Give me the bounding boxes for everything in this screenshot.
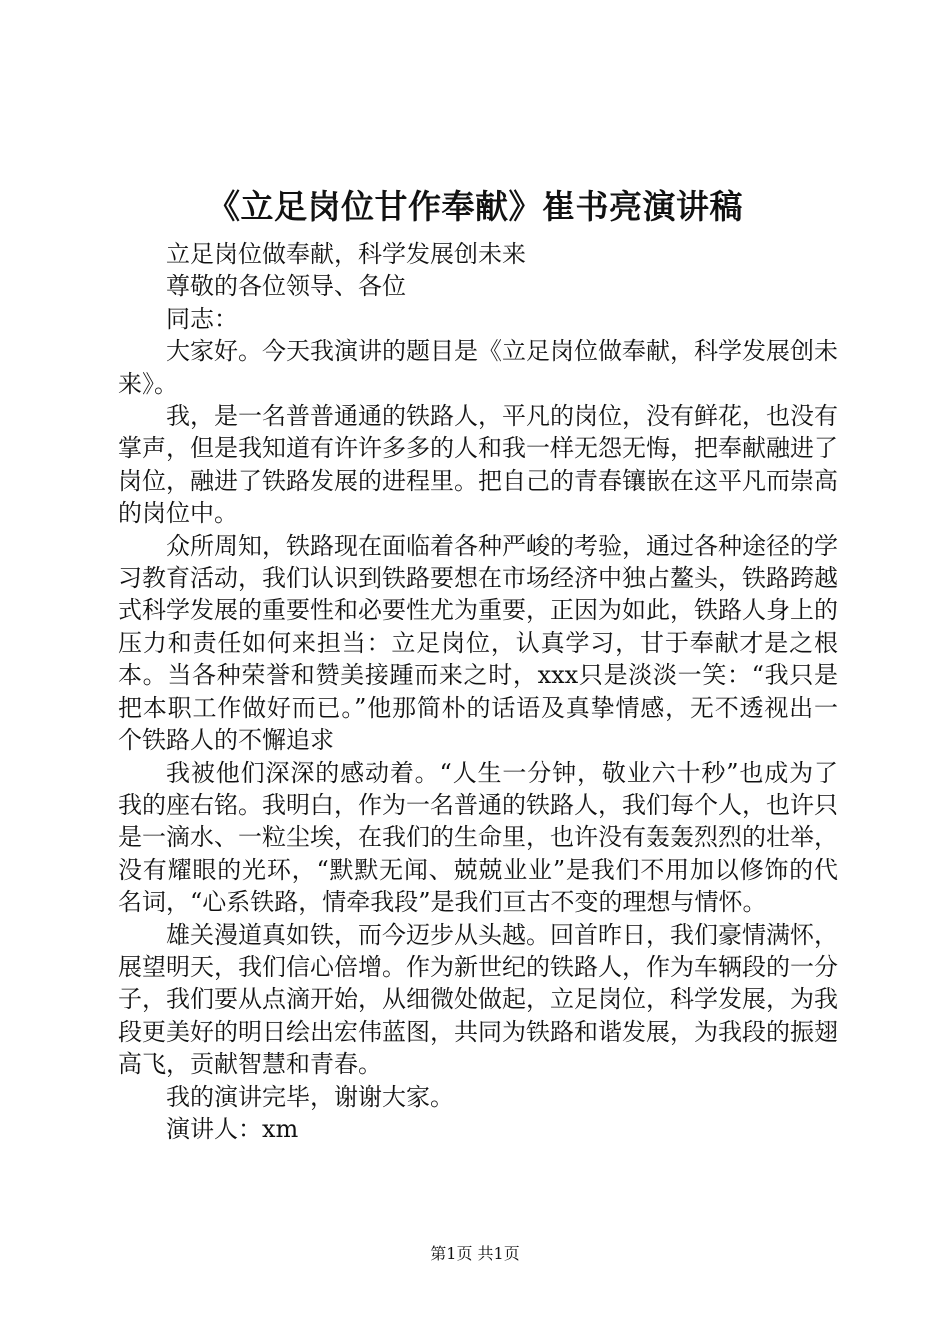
paragraph-speaker: 演讲人：xm (166, 1114, 299, 1143)
paragraph-subtitle: 立足岗位做奉献，科学发展创未来 (166, 240, 526, 268)
paragraph-body: 雄关漫道真如铁，而今迈步从头越。回首昨日，我们豪情满怀，展望明天，我们信心倍增。作为新世纪的铁路人，作为车辆段的一分子，我们要从点滴开始，从细微处做起，立足岗位，科学发展，为我段更美好的明日绘出宏伟蓝图，共同为铁路和谐发展，为我段的振翅高飞，贡献智慧和青春。 (118, 920, 838, 1079)
paragraph-salutation-end: 同志： (166, 304, 238, 333)
paragraph-body: 我被他们深深的感动着。“人生一分钟，敬业六十秒”也成为了我的座右铭。我明白，作为一名普通的铁路人，我们每个人，也许只是一滴水、一粒尘埃，在我们的生命里，也许没有轰轰烈烈的壮举，没有耀眼的光环，“默默无闻、兢兢业业”是我们不用加以修饰的代名词，“心系铁路，情牵我段”是我们亘古不变的理想与情怀。 (118, 758, 838, 917)
document-title: 《立足岗位甘作奉献》崔书亮演讲稿 (207, 187, 743, 226)
paragraph-body: 我，是一名普普通通的铁路人，平凡的岗位，没有鲜花，也没有掌声，但是我知道有许许多多的人和我一样无怨无悔，把奉献融进了岗位，融进了铁路发展的进程里。把自己的青春镶嵌在这平凡而崇高的岗位中。 (118, 402, 838, 528)
page-footer: 第1页 共1页 (430, 1244, 520, 1263)
paragraph-closing: 我的演讲完毕，谢谢大家。 (166, 1082, 454, 1111)
paragraph-body: 众所周知，铁路现在面临着各种严峻的考验，通过各种途径的学习教育活动，我们认识到铁路要想在市场经济中独占鳌头，铁路跨越式科学发展的重要性和必要性尤为重要，正因为如此，铁路人身上的压力和责任如何来担当：立足岗位，认真学习，甘于奉献才是之根本。当各种荣誉和赞美接踵而来之时，xxx只是淡淡一笑：“我只是把本职工作做好而已。”他那简朴的话语及真挚情感，无不透视出一个铁路人的不懈追求 (118, 531, 838, 755)
document-body (118, 238, 838, 1145)
paragraph-greeting: 大家好。今天我演讲的题目是《立足岗位做奉献，科学发展创未来》。 (118, 337, 838, 398)
paragraph-salutation: 尊敬的各位领导、各位 (166, 272, 406, 301)
